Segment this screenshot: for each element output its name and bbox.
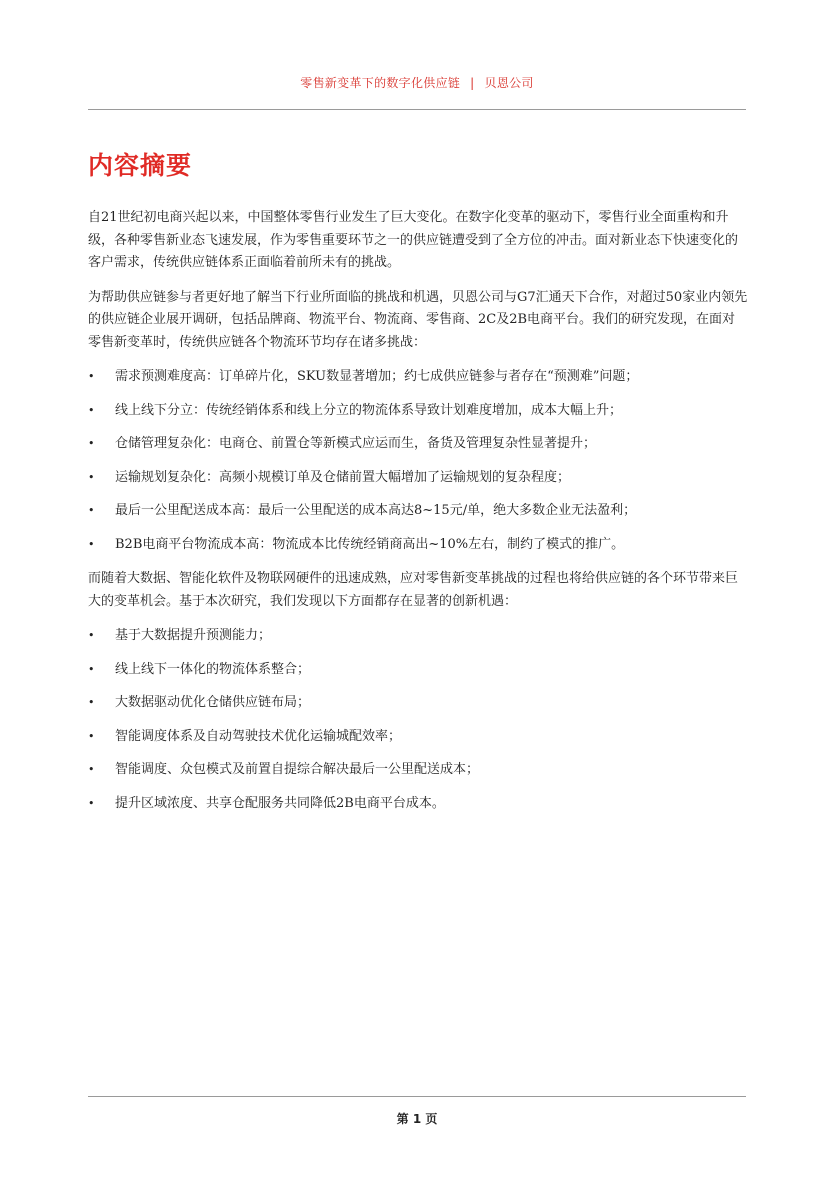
list-item-text: 大数据驱动优化仓储供应链布局； — [115, 695, 311, 710]
opportunities-list — [88, 625, 748, 815]
running-header — [0, 74, 834, 91]
bullet-icon: • — [88, 662, 95, 676]
company-name: 贝恩公司 — [484, 76, 534, 90]
list-item — [88, 793, 748, 816]
list-item — [88, 534, 748, 557]
bullet-icon: • — [88, 403, 95, 417]
bullet-icon: • — [88, 696, 95, 709]
bullet-icon: • — [88, 729, 95, 743]
intro-paragraph: 自21世纪初电商兴起以来，中国整体零售行业发生了巨大变化。在数字化变革的驱动下，零售行业全面重构和升级，各种零售新业态飞速发展，作为零售重要环节之一的供应链遭受到了全方位的冲击。面对新业态下快速变化的客户需求，传统供应链体系正面临着前所未有的挑战。 — [88, 210, 739, 270]
list-item — [88, 692, 748, 715]
list-item-text: 基于大数据提升预测能力； — [115, 628, 272, 643]
bullet-icon: • — [88, 504, 95, 517]
body-content — [88, 207, 748, 827]
list-item — [88, 500, 748, 523]
research-paragraph: 为帮助供应链参与者更好地了解当下行业所面临的挑战和机遇，贝恩公司与G7汇通天下合作，对超过50家业内领先的供应链企业展开调研，包括品牌商、物流平台、物流商、零售商、2C及2B电商平台。我们的研究发现，在面对零售新变革时，传统供应链各个物流环节均存在诸多挑战： — [88, 289, 748, 350]
bullet-icon: • — [88, 796, 95, 810]
list-item — [88, 659, 748, 682]
list-item-text: 提升区域浓度、共享仓配服务共同降低2B电商平台成本。 — [115, 795, 445, 811]
bullet-icon: • — [88, 470, 95, 484]
header-divider — [88, 109, 746, 110]
list-item-text: B2B电商平台物流成本高：物流成本比传统经销商高出~10%左右，制约了模式的推广。 — [115, 536, 625, 552]
list-item-text: 线上线下一体化的物流体系整合； — [115, 661, 311, 677]
list-item-text: 智能调度体系及自动驾驶技术优化运输城配效率； — [115, 728, 402, 744]
list-item — [88, 625, 748, 648]
bullet-icon: • — [88, 629, 95, 642]
bullet-icon: • — [88, 537, 95, 551]
list-item — [88, 759, 748, 782]
bullet-icon: • — [88, 370, 95, 383]
opportunity-paragraph: 而随着大数据、智能化软件及物联网硬件的迅速成熟，应对零售新变革挑战的过程也将给供应链的各个环节带来巨大的变革机会。基于本次研究，我们发现以下方面都存在显著的创新机遇： — [88, 571, 739, 609]
list-item-text: 运输规划复杂化：高频小规模订单及仓储前置大幅增加了运输规划的复杂程度； — [115, 469, 571, 485]
list-item-text: 线上线下分立：传统经销体系和线上分立的物流体系导致计划难度增加，成本大幅上升； — [115, 402, 623, 418]
report-title: 零售新变革下的数字化供应链 — [300, 76, 461, 90]
page-title: 内容摘要 — [88, 151, 193, 180]
list-item — [88, 726, 748, 749]
list-item — [88, 366, 748, 389]
list-item-text: 智能调度、众包模式及前置自提综合解决最后一公里配送成本； — [115, 762, 480, 777]
footer-divider — [88, 1096, 746, 1097]
list-item — [88, 433, 748, 456]
challenges-list — [88, 366, 748, 556]
bullet-icon: • — [88, 437, 95, 450]
page-number: 第 1 页 — [396, 1112, 438, 1126]
list-item-text: 需求预测难度高：订单碎片化，SKU数显著增加；约七成供应链参与者存在“预测难”问题； — [115, 369, 639, 384]
list-item-text: 最后一公里配送成本高：最后一公里配送的成本高达8~15元/单，绝大多数企业无法盈利； — [115, 503, 637, 518]
bullet-icon: • — [88, 763, 95, 776]
list-item-text: 仓储管理复杂化：电商仓、前置仓等新模式应运而生，备货及管理复杂性显著提升； — [115, 436, 597, 451]
header-separator: | — [470, 76, 475, 90]
list-item — [88, 467, 748, 490]
list-item — [88, 400, 748, 423]
